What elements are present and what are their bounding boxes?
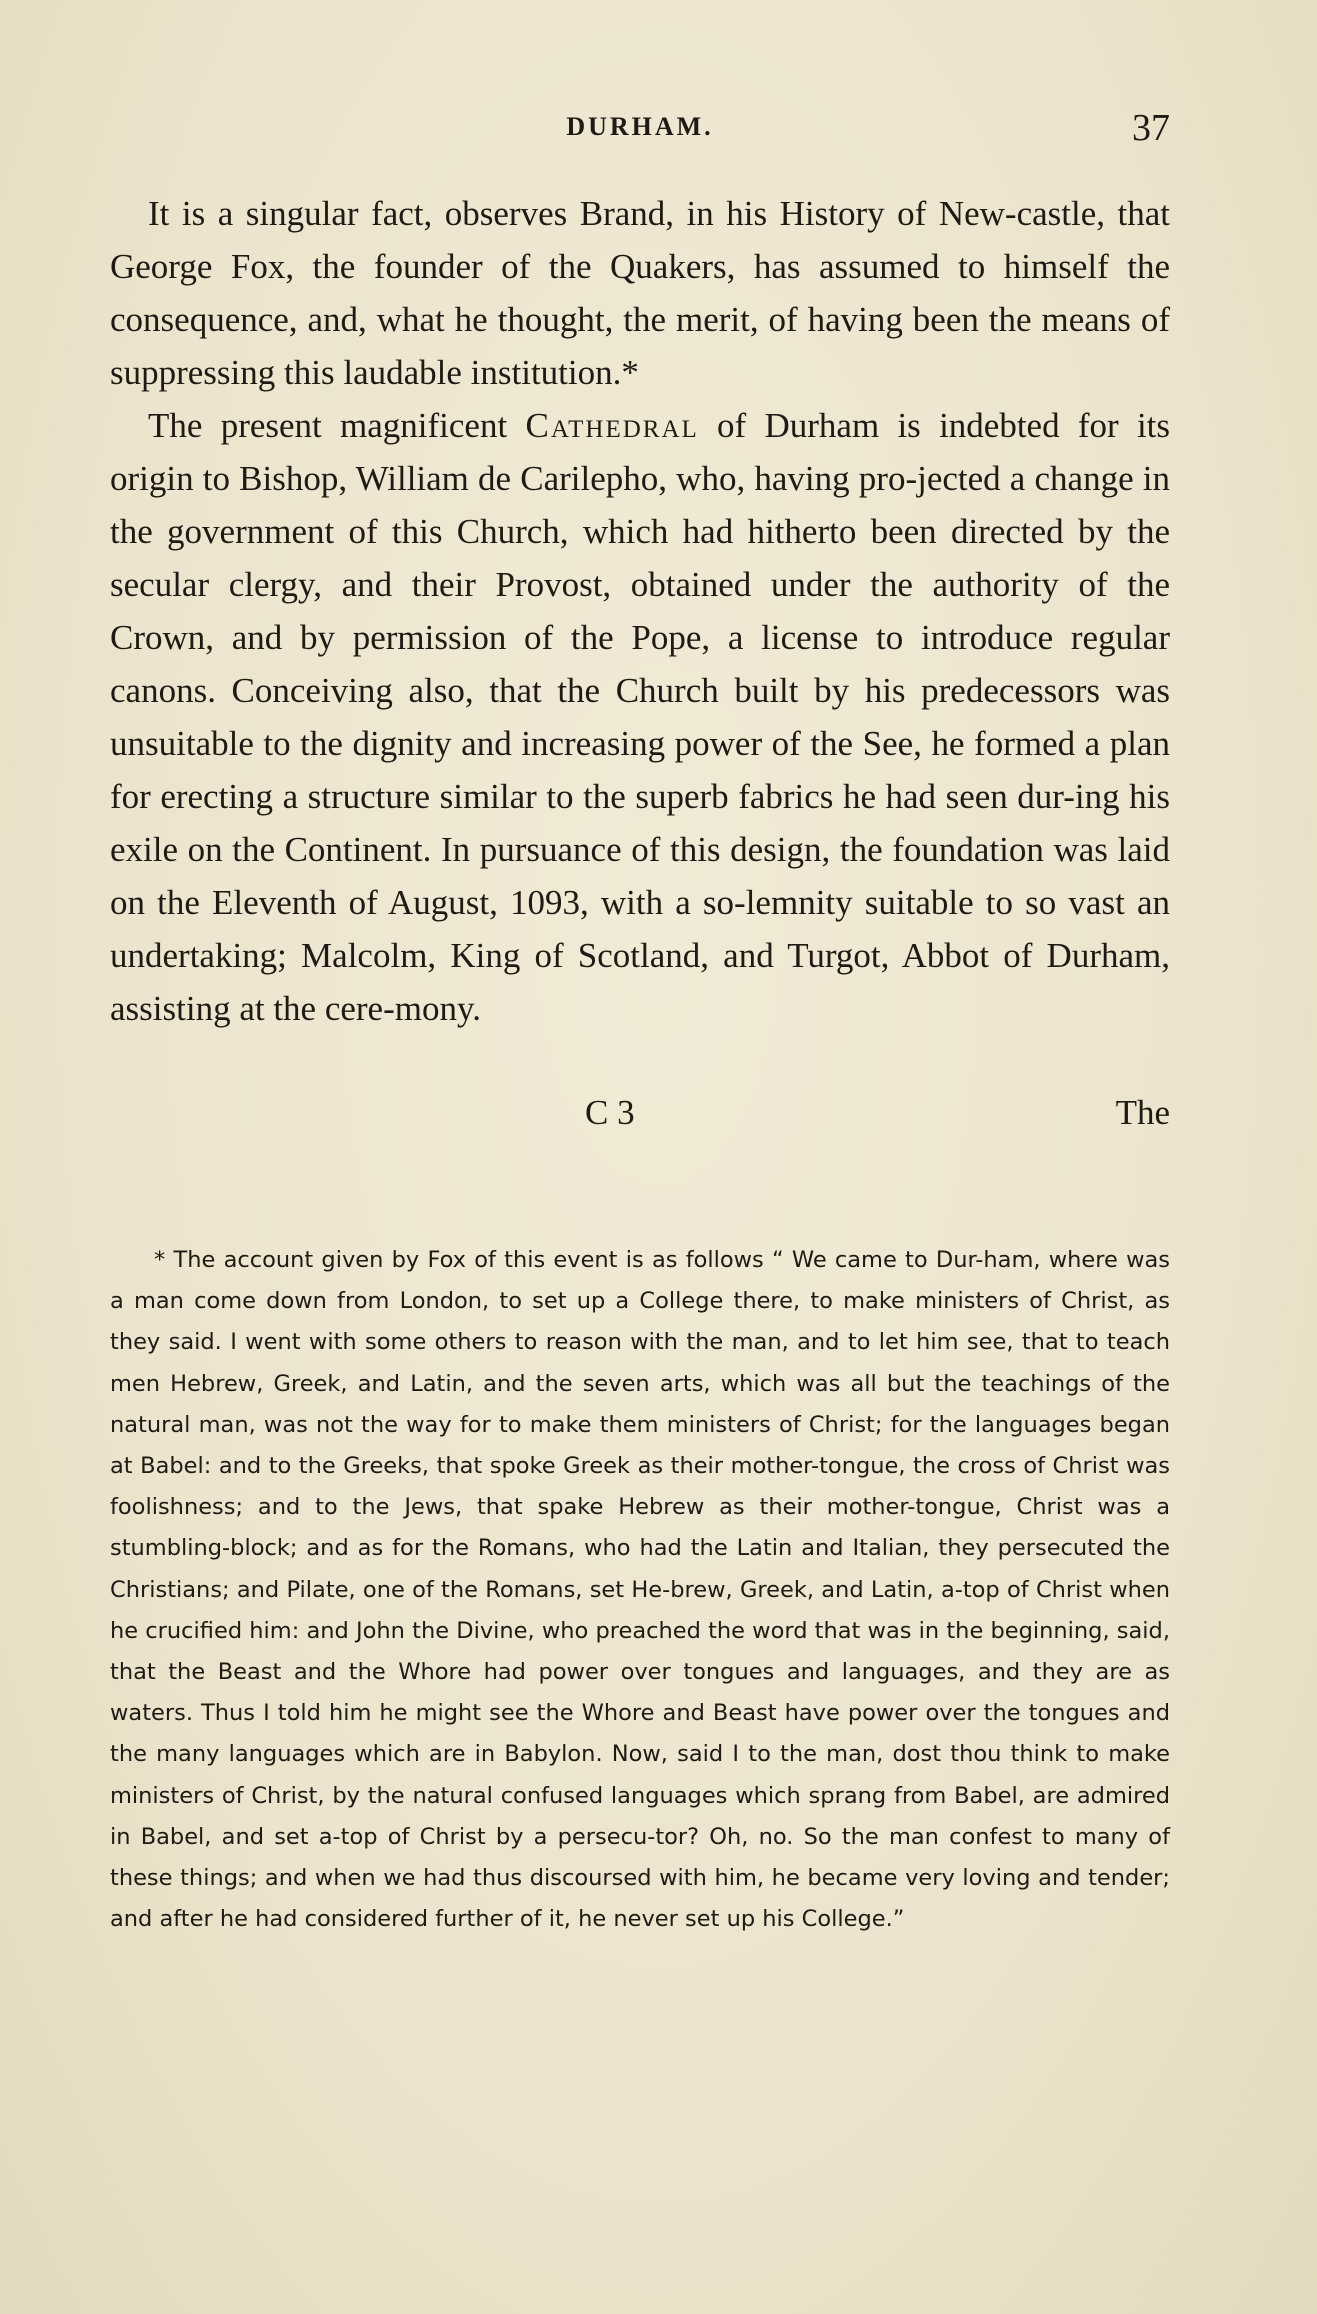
footnote: * The account given by Fox of this event is as follows “ We came to Dur-ham, where was a man come down from London, to set up a College there, to make ministers of Christ, as they said. I went with some others to reason with the man, and to let him see, that to teach men Hebrew, Greek, and Latin, and the seven arts, which was all but the teachings of the natural man, was not the way for to make them ministers of Christ; for the languages began at Babel: and to the Greeks, that spoke Greek as their mother-tongue, the cross of Christ was foolishness; and to the Jews, that spake Hebrew as their mother-tongue, Christ was a stumbling-block; and as for the Romans, who had the Latin and Italian, they persecuted the Christians; and Pilate, one of the Romans, set He-brew, Greek, and Latin, a-top of Christ when he crucified him: and John the Divine, who preached the word that was in the beginning, said, that the Beast and the Whore had power over tongues and languages, and they are as waters. Thus I told him he might see the Whore and Beast have power over the tongues and the many languages which are in Babylon. Now, said I to the man, dost thou think to make ministers of Christ, by the natural confused languages which sprang from Babel, are admired in Babel, and set a-top of Christ by a persecu-tor? Oh, no. So the man confest to many of these things; and when we had thus discoursed with him, he became very loving and tender; and after he had considered further of it, he never set up his College.” xyxy=(110,1247,1170,1933)
cathedral-keyword: Cathedral xyxy=(525,406,699,445)
paragraph-cathedral xyxy=(110,399,1170,1035)
signature-mark: C 3 xyxy=(585,1093,635,1132)
running-head xyxy=(110,107,1170,162)
running-title: DURHAM. xyxy=(566,112,714,141)
page-number: 37 xyxy=(1132,107,1170,149)
cathedral-text: of Durham is indebted for its origin to Bishop, William de Carilepho, who, having pro-jected a change in the government of this Church, which had hitherto been directed by the secular clergy, and their Provost, obtained under the authority of the Crown, and by permission of the Pope, a license to introduce regular canons. Conceiving also, that the Church built by his predecessors was unsuitable to the dignity and increasing power of the See, he formed a plan for erecting a structure similar to the superb fabrics he had seen dur-ing his exile on the Continent. In pursuance of this design, the foundation was laid on the Eleventh of August, 1093, with a so-lemnity suitable to so vast an undertaking; Malcolm, King of Scotland, and Turgot, Abbot of Durham, assisting at the cere-mony. xyxy=(110,406,1171,1028)
catchline xyxy=(110,1093,1170,1143)
catchword: The xyxy=(1115,1093,1170,1132)
main-text xyxy=(110,187,1170,1035)
cathedral-intro: The present magnificent xyxy=(148,406,508,445)
paragraph-guild-note: It is a singular fact, observes Brand, in his History of New-castle, that George Fox, the founder of the Quakers, has assumed to himself the consequence, and, what he thought, the merit, of having been the means of suppressing this laudable institution.* xyxy=(110,194,1170,392)
